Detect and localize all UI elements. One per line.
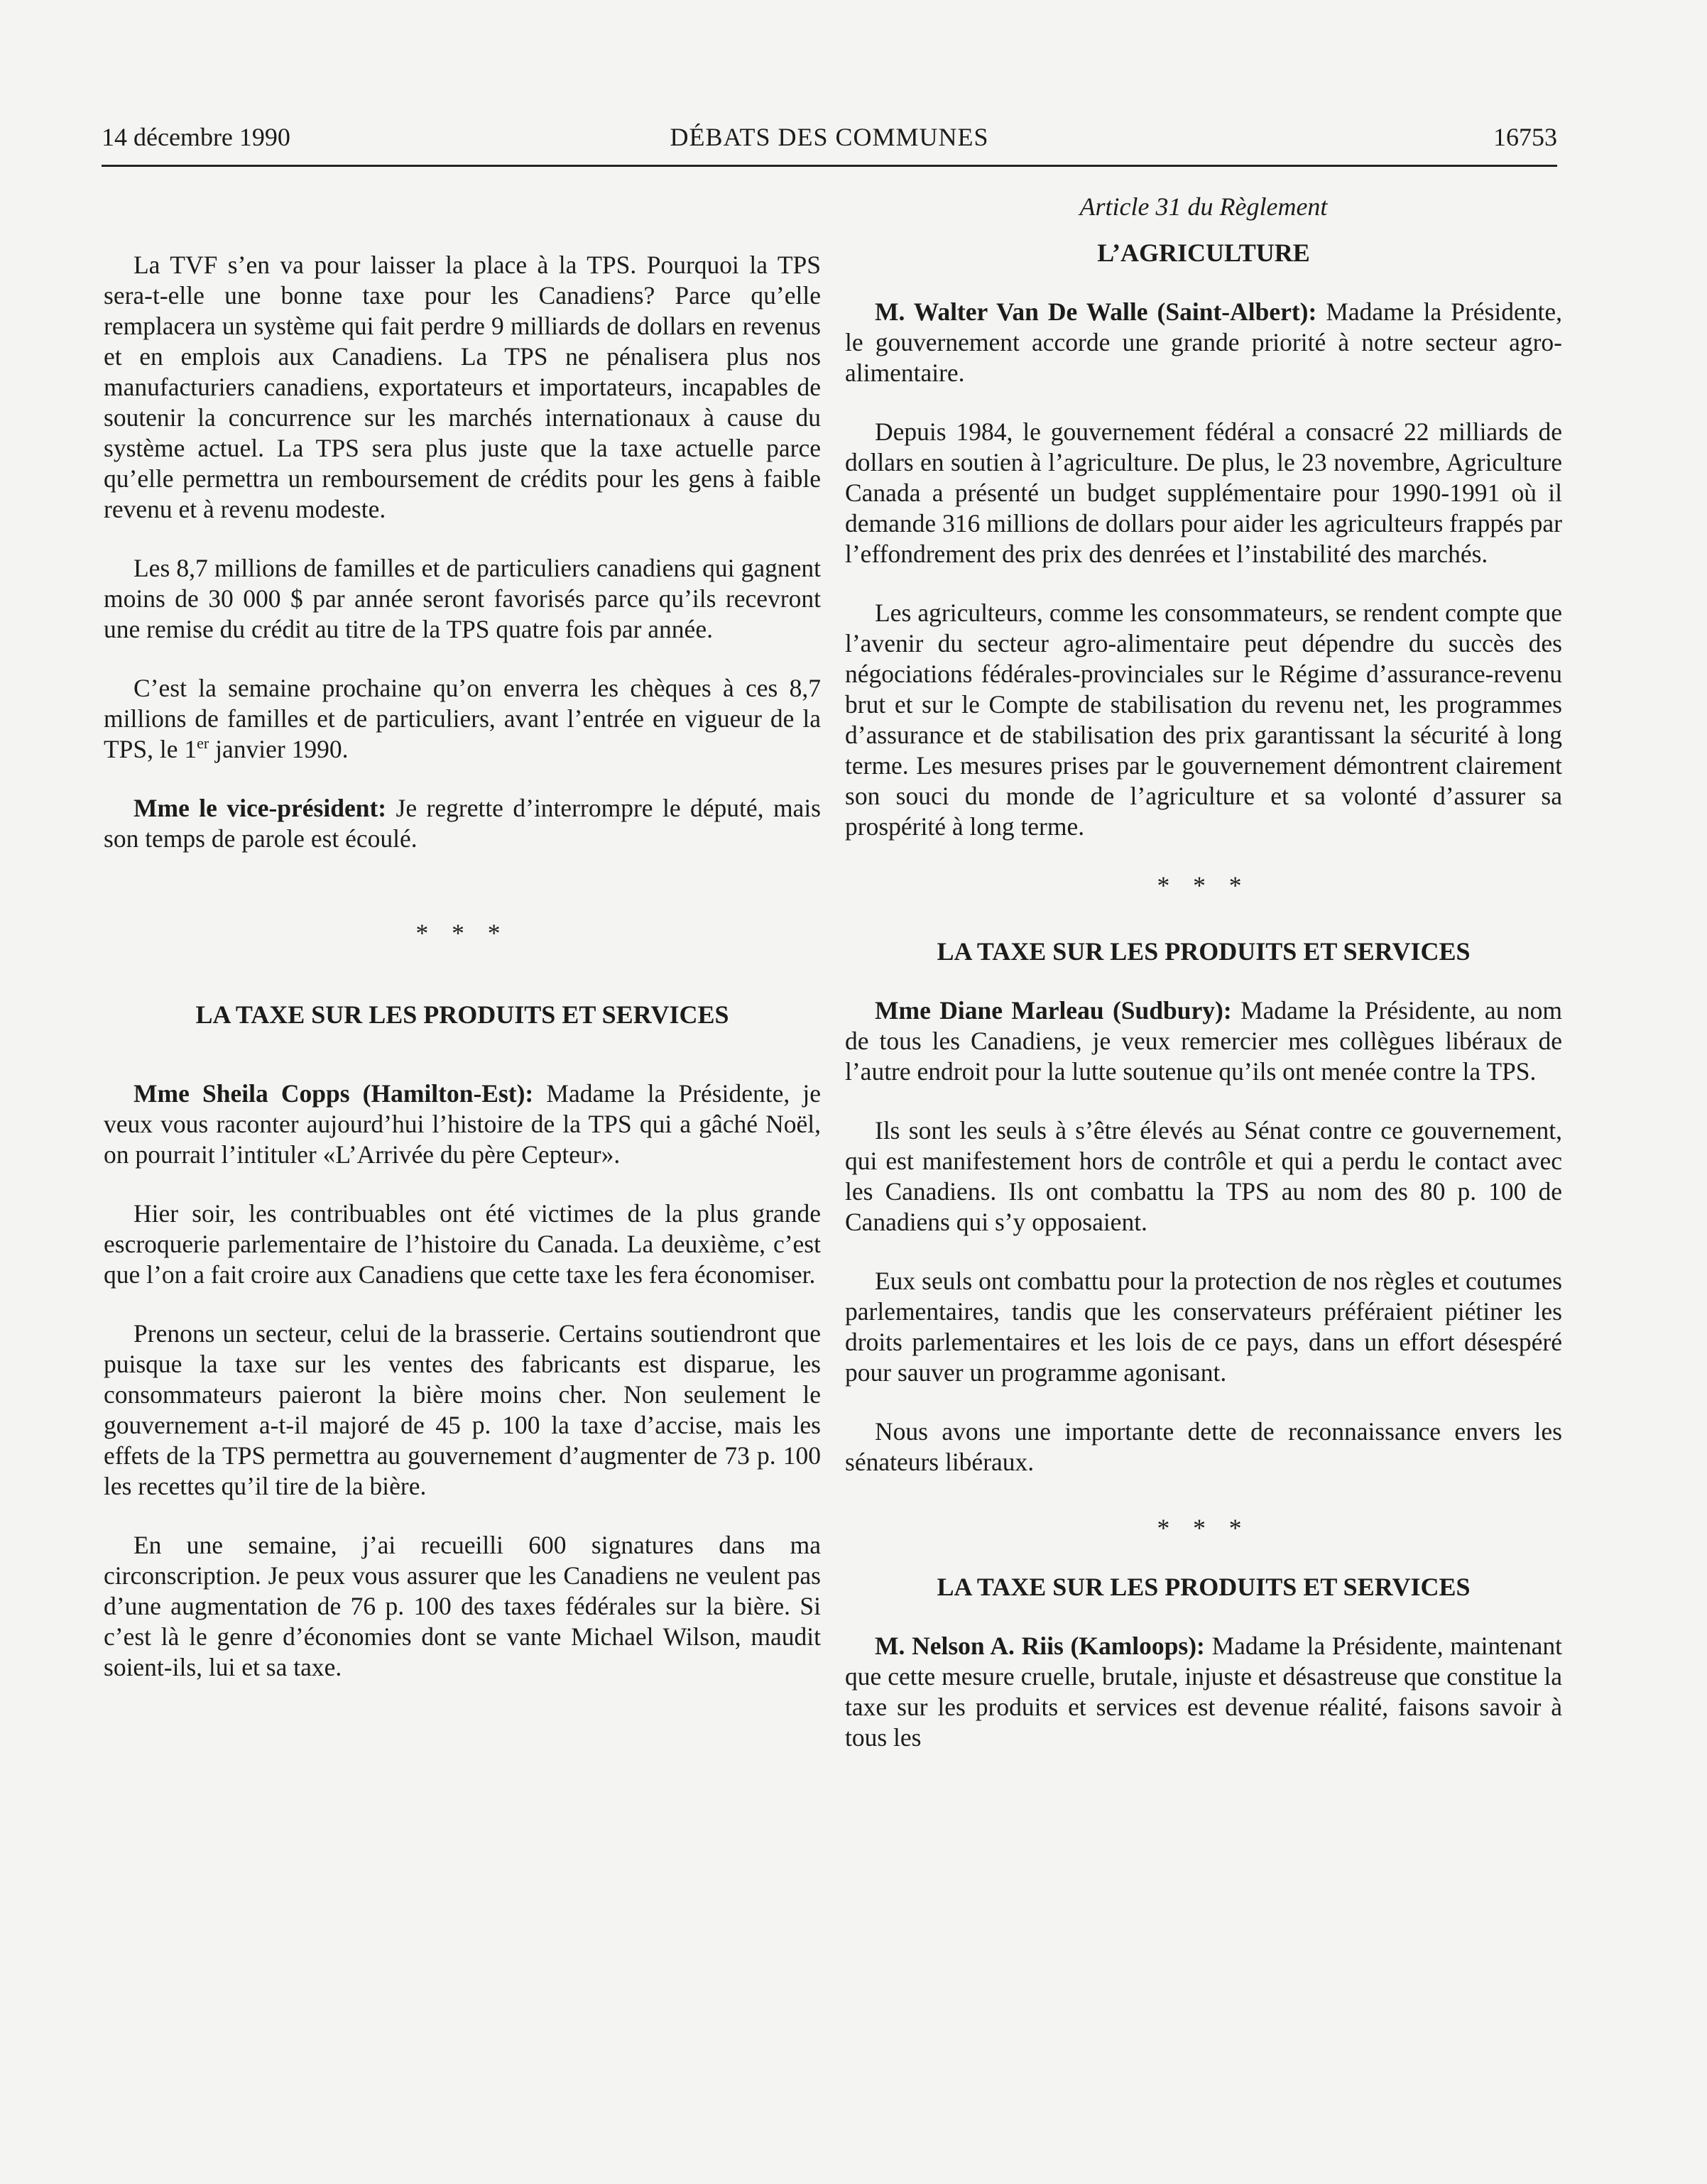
- header-page-number: 16753: [1493, 123, 1557, 151]
- header-date: 14 décembre 1990: [102, 123, 290, 151]
- section-divider: * * *: [415, 919, 509, 947]
- section-heading: LA TAXE SUR LES PRODUITS ET SERVICES: [195, 1000, 729, 1029]
- speech-paragraph: Mme Sheila Copps (Hamilton-Est): Madame la Présidente, je veux vous raconter aujourd’hui l’histoire de la TPS qui a gâché Noël, on pourrait l’intituler «L’Arrivée du père Cepteur».: [104, 1079, 821, 1169]
- paragraph: Ils sont les seuls à s’être élevés au Sénat contre ce gouvernement, qui est manifestement hors de contrôle et qui a perdu le contact avec les Canadiens. Ils ont combattu la TPS au nom des 80 p. 100 de Canadiens qui s’y opposaient.: [845, 1116, 1562, 1236]
- paragraph: C’est la semaine prochaine qu’on enverra les chèques à ces 8,7 millions de familles et de particuliers, avant l’entrée en vigueur de la TPS, le 1er janvier 1990.: [104, 674, 821, 763]
- speech-paragraph: M. Nelson A. Riis (Kamloops): Madame la Présidente, maintenant que cette mesure cruelle, brutale, injuste et désastreuse que constitue la taxe sur les produits et services est devenue réalité, faisons savoir à tous les: [845, 1632, 1563, 1752]
- paragraph: Depuis 1984, le gouvernement fédéral a consacré 22 milliards de dollars en soutien à l’agriculture. De plus, le 23 novembre, Agriculture Canada a présenté un budget supplémentaire pour 1990-1991 où il demande 316 millions de dollars pour aider les agriculteurs frappés par l’effondrement des prix des denrées et l’instabilité des marchés.: [845, 417, 1562, 568]
- paragraph: Hier soir, les contribuables ont été victimes de la plus grande escroquerie parlementaire de l’histoire du Canada. La deuxième, c’est que l’on a fait croire aux Canadiens que cette taxe les fera économiser.: [104, 1199, 821, 1289]
- speech-paragraph: Mme Diane Marleau (Sudbury): Madame la Présidente, au nom de tous les Canadiens, je veux remercier mes collègues libéraux de l’autre endroit pour la lutte soutenue qu’ils ont menée contre la TPS.: [845, 996, 1562, 1086]
- speech-paragraph: Mme le vice-président: Je regrette d’interrompre le député, mais son temps de parole est écoulé.: [104, 794, 821, 853]
- paragraph: La TVF s’en va pour laisser la place à la TPS. Pourquoi la TPS sera-t-elle une bonne taxe pour les Canadiens? Parce qu’elle remplacera un système qui fait perdre 9 milliards de dollars en revenus et en emplois aux Canadiens. La TPS ne pénalisera plus nos manufacturiers canadiens, exportateurs et importateurs, incapables de soutenir la concurrence sur les marchés internationaux à cause du système actuel. La TPS sera plus juste que la taxe actuelle parce qu’elle permettra un remboursement de crédits pour les gens à faible revenu et à revenu modeste.: [104, 251, 821, 523]
- left-column: [104, 192, 821, 1711]
- speaker-name: Mme le vice-président:: [133, 794, 387, 822]
- superscript: er: [197, 734, 209, 753]
- paragraph: Nous avons une importante dette de reconnaissance envers les sénateurs libéraux.: [845, 1417, 1562, 1476]
- speaker-name: M. Nelson A. Riis (Kamloops):: [875, 1632, 1205, 1660]
- section-heading: LA TAXE SUR LES PRODUITS ET SERVICES: [937, 937, 1471, 966]
- speaker-name: Mme Sheila Copps (Hamilton-Est):: [133, 1079, 534, 1108]
- section-divider: * * *: [1157, 1514, 1250, 1542]
- section-divider: * * *: [1157, 871, 1250, 900]
- speech-paragraph: M. Walter Van De Walle (Saint-Albert): Madame la Présidente, le gouvernement accorde une grande priorité à notre secteur agro-alimentaire.: [845, 297, 1562, 387]
- paragraph: Prenons un secteur, celui de la brasserie. Certains soutiendront que puisque la taxe sur les ventes des fabricants est disparue, les consommateurs paieront la bière moins cher. Non seulement le gouvernement a-t-il majoré de 45 p. 100 la taxe d’accise, mais les effets de la TPS permettra au gouvernement d’augmenter de 73 p. 100 les recettes qu’il tire de la bière.: [104, 1319, 821, 1500]
- paragraph: En une semaine, j’ai recueilli 600 signatures dans ma circonscription. Je peux vous assurer que les Canadiens ne veulent pas d’une augmentation de 76 p. 100 des taxes fédérales sur la bière. Si c’est là le genre d’économies dont se vante Michael Wilson, maudit soient-ils, lui et sa taxe.: [104, 1531, 821, 1681]
- header-title: DÉBATS DES COMMUNES: [670, 123, 989, 151]
- speaker-name: M. Walter Van De Walle (Saint-Albert):: [875, 297, 1317, 326]
- article-label: Article 31 du Règlement: [1079, 192, 1328, 221]
- section-heading: LA TAXE SUR LES PRODUITS ET SERVICES: [937, 1573, 1471, 1601]
- speaker-name: Mme Diane Marleau (Sudbury):: [875, 996, 1232, 1025]
- paragraph: Les agriculteurs, comme les consommateurs, se rendent compte que l’avenir du secteur agro-alimentaire peut dépendre du succès des négociations fédérales-provinciales sur le Régime d’assurance-revenu brut et sur le Compte de stabilisation du revenu net, les programmes d’assurance et de stabilisation des prix garantissant la sécurité à long terme. Les mesures prises par le gouvernement démontrent clairement son souci du monde de l’agriculture et sa volonté d’assurer sa prospérité à long terme.: [845, 599, 1562, 841]
- paragraph: Eux seuls ont combattu pour la protection de nos règles et coutumes parlementaires, tandis que les conservateurs préféraient piétiner les droits parlementaires et les lois de ce pays, dans un effort désespéré pour sauver un programme agonisant.: [845, 1267, 1562, 1387]
- right-column: [845, 192, 1562, 1781]
- section-heading: L’AGRICULTURE: [1097, 239, 1310, 267]
- page-header: [102, 122, 1557, 167]
- paragraph: Les 8,7 millions de familles et de particuliers canadiens qui gagnent moins de 30 000 $ par année seront favorisés parce qu’ils recevront une remise du crédit au titre de la TPS quatre fois par année.: [104, 554, 821, 643]
